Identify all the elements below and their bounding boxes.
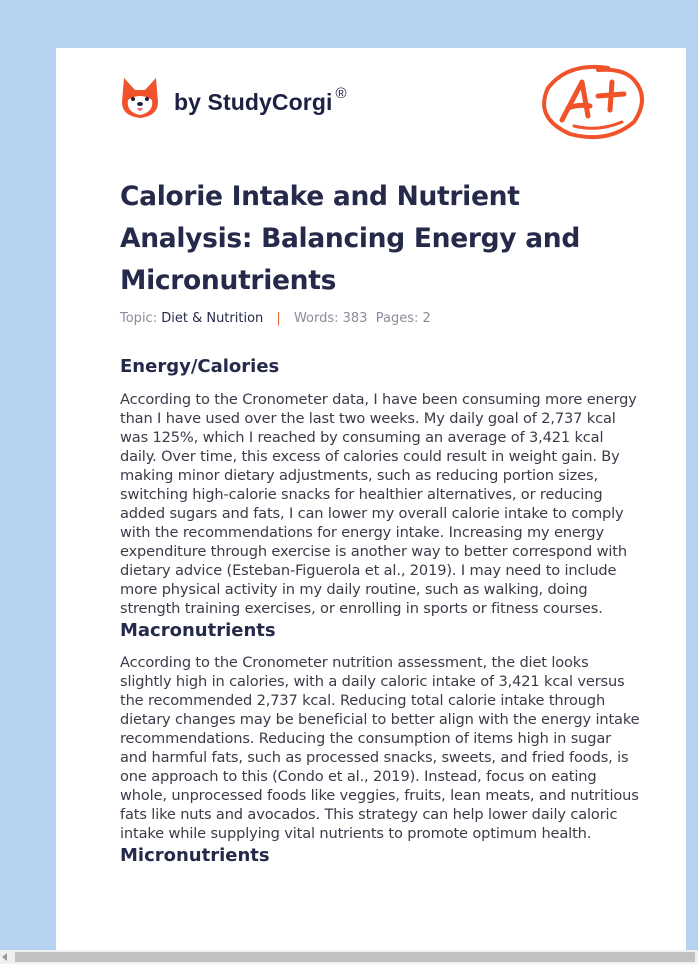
word-count: Words: 383	[293, 311, 368, 326]
document-page	[56, 48, 686, 950]
scrollbar-thumb[interactable]	[15, 952, 695, 962]
brand-logo[interactable]	[120, 76, 347, 120]
section-paragraph: According to the Cronometer data, I have been consuming more energy than I have used over the last two weeks. My daily goal of 2,737 kcal was 125%, which I reached by consuming an average of 3,421 kcal daily. Over time, this excess of calories could result in weight gain. By making minor dietary adjustments, such as reducing portion sizes, switching high-calorie snacks for healthier alternatives, or reducing added sugars and fats, I can lower my overall calorie intake to comply with the recommendations for energy intake. Increasing my energy expenditure through exercise is another way to better correspond with dietary advice (Esteban-Figuerola et al., 2019). I may need to include more physical activity in my daily routine, such as walking, doing strength training exercises, or enrolling in sports or fitness courses.	[120, 391, 637, 617]
brand-name: by StudyCorgi ®	[174, 84, 347, 115]
corgi-logo-icon	[120, 76, 160, 120]
meta-separator: |	[276, 311, 281, 326]
document-meta	[120, 311, 431, 326]
horizontal-scrollbar[interactable]	[0, 950, 698, 964]
scroll-left-arrow-icon[interactable]	[2, 953, 7, 961]
section-heading: Micronutrients	[120, 845, 270, 866]
topic-link[interactable]: Diet & Nutrition	[161, 311, 264, 326]
page-count: Pages: 2	[375, 311, 431, 326]
section-macronutrients	[120, 618, 640, 843]
a-plus-grade-icon	[538, 60, 648, 142]
section-paragraph: According to the Cronometer nutrition assessment, the diet looks slightly high in calories, with a daily caloric intake of 3,421 kcal versus the recommended 2,737 kcal. Reducing total calorie intake through dietary changes may be beneficial to better align with the energy intake recommendations. Reducing the consumption of items high in sugar and harmful fats, such as processed snacks, sweets, and fried foods, is one approach to this (Condo et al., 2019). Instead, focus on eating whole, unprocessed foods like veggies, fruits, lean meats, and nutritious fats like nuts and avocados. This strategy can help lower daily caloric intake while supplying vital nutrients to promote optimum health.	[120, 654, 640, 842]
section-energy	[120, 354, 640, 618]
section-heading: Macronutrients	[120, 620, 276, 641]
section-heading: Energy/Calories	[120, 356, 280, 377]
section-micronutrients	[120, 843, 640, 869]
document-title: Calorie Intake and Nutrient Analysis: Balancing Energy and Micronutrients	[120, 181, 581, 296]
document-body	[120, 354, 640, 878]
topic-label: Topic:	[120, 311, 158, 326]
